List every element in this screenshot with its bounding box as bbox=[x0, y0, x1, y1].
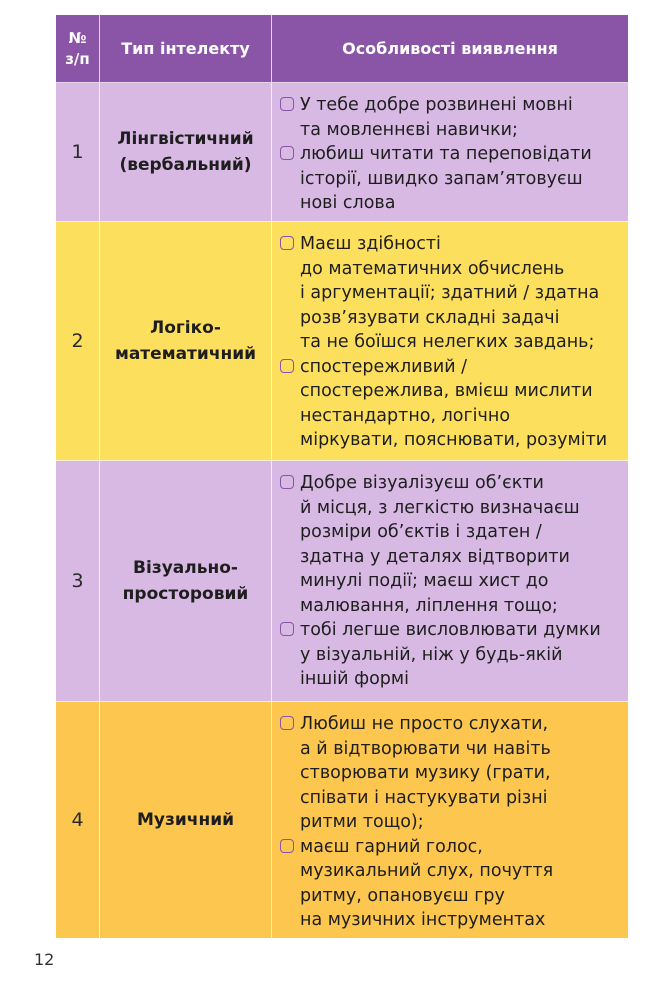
feature-text: тобі легше висловлювати думки у візуальній, ніж у будь-якій іншій формі bbox=[300, 620, 601, 689]
intelligence-type: Музичний bbox=[100, 702, 272, 938]
feature-text: У тебе добре розвинені мовні та мовленнєві навички; bbox=[300, 95, 573, 140]
list-item bbox=[280, 471, 620, 618]
list-item bbox=[280, 232, 620, 355]
intelligence-type: Лінгвістичний (вербальний) bbox=[100, 83, 272, 221]
table-row bbox=[56, 222, 628, 461]
feature-text: любиш читати та переповідати історії, швидко запам’ятовуєш нові слова bbox=[300, 144, 592, 213]
row-number: 2 bbox=[56, 222, 100, 460]
checkbox-icon bbox=[280, 359, 294, 373]
checkbox-icon bbox=[280, 622, 294, 636]
checkbox-icon bbox=[280, 839, 294, 853]
checkbox-icon bbox=[280, 475, 294, 489]
checkbox-icon bbox=[280, 97, 294, 111]
feature-text: Любиш не просто слухати, а й відтворювати чи навіть створювати музику (грати, співати і настукувати різні ритми тощо); bbox=[300, 714, 551, 832]
list-item bbox=[280, 142, 620, 216]
list-item bbox=[280, 93, 620, 142]
features-cell bbox=[272, 702, 628, 938]
features-cell bbox=[272, 83, 628, 221]
feature-text: спостережливий / спостережлива, вмієш мислити нестандартно, логічно міркувати, пояснювати, розуміти bbox=[300, 356, 608, 450]
checkbox-icon bbox=[280, 236, 294, 250]
intelligence-type: Логіко- математичний bbox=[100, 222, 272, 460]
intelligence-type: Візуально- просторовий bbox=[100, 461, 272, 701]
list-item bbox=[280, 835, 620, 933]
feature-text: маєш гарний голос, музикальний слух, почуття ритму, опановуєш гру на музичних інструментах bbox=[300, 836, 554, 930]
row-number: 1 bbox=[56, 83, 100, 221]
features-cell bbox=[272, 461, 628, 701]
table-header bbox=[56, 15, 628, 83]
row-number: 3 bbox=[56, 461, 100, 701]
intelligence-types-table bbox=[56, 15, 628, 938]
table-row bbox=[56, 83, 628, 222]
table-row bbox=[56, 702, 628, 938]
feature-text: Маєш здібності до математичних обчислень і аргументації; здатний / здатна розв’язувати складні задачі та не боїшся нелегких завдань; bbox=[300, 234, 600, 352]
header-type: Тип інтелекту bbox=[100, 15, 272, 82]
page-number: 12 bbox=[34, 950, 55, 969]
table-row bbox=[56, 461, 628, 702]
list-item bbox=[280, 712, 620, 835]
header-features: Особливості виявлення bbox=[342, 39, 558, 58]
header-number: № з/п bbox=[56, 15, 100, 82]
checkbox-icon bbox=[280, 146, 294, 160]
list-item bbox=[280, 618, 620, 692]
list-item bbox=[280, 355, 620, 453]
row-number: 4 bbox=[56, 702, 100, 938]
feature-text: Добре візуалізуєш об’єкти й місця, з легкістю визначаєш розміри об’єктів і здатен / здатна у деталях відтворити минулі події; маєш хист до малювання, ліплення тощо; bbox=[300, 473, 580, 616]
checkbox-icon bbox=[280, 716, 294, 730]
features-cell bbox=[272, 222, 628, 460]
